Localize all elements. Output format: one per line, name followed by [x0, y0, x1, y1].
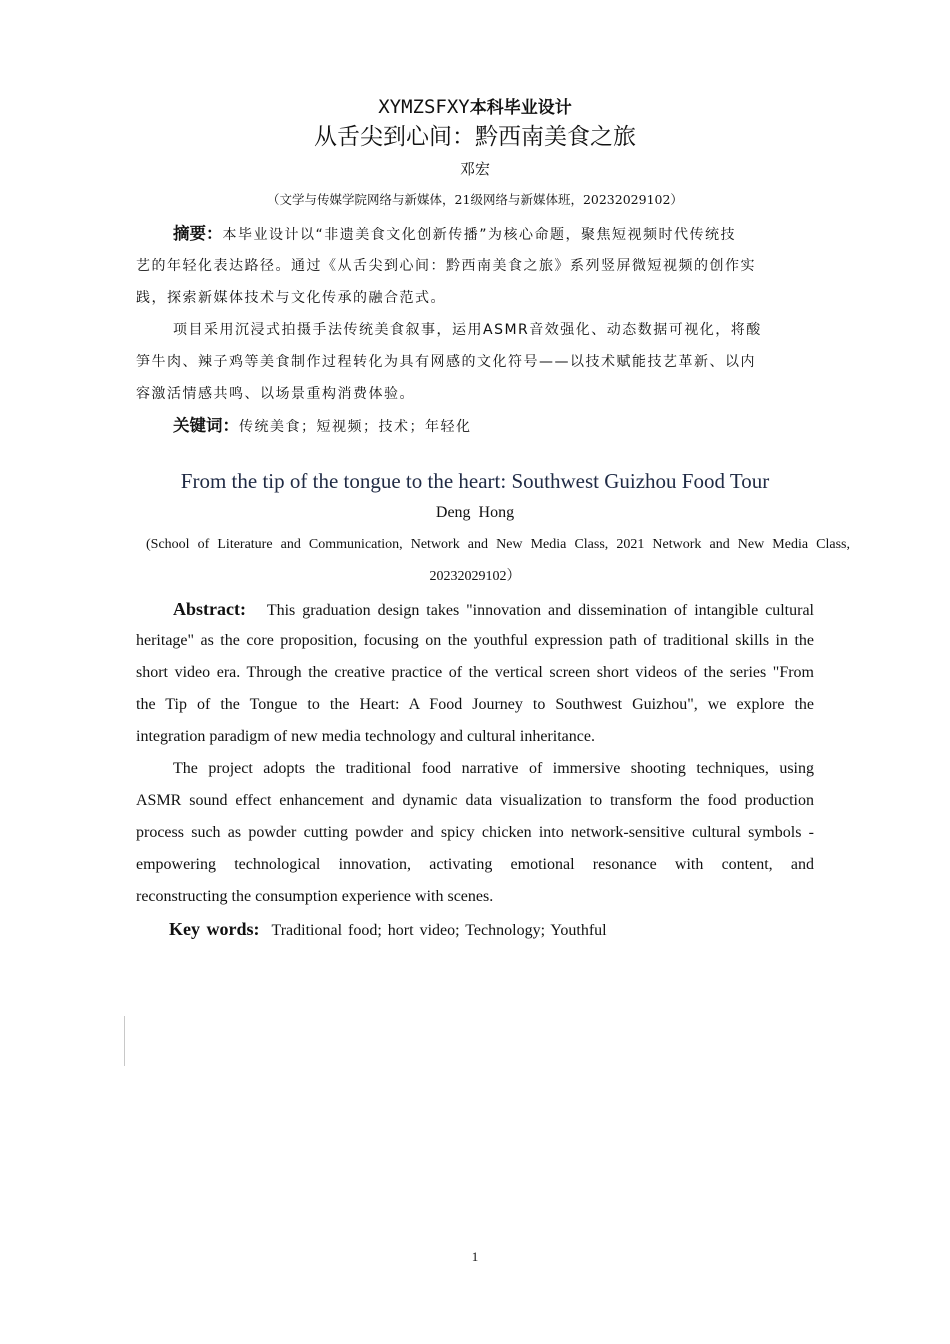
english-affiliation-continued: 20232029102）: [429, 569, 521, 584]
chinese-keywords-label: 关键词：: [173, 416, 239, 435]
english-abstract-line: empowering technological innovation, activating emotional resonance with content, and: [136, 856, 814, 873]
chinese-abstract-line: [173, 218, 736, 251]
english-abstract-text: This graduation design takes "innovation and dissemination of intangible cultural: [266, 602, 814, 619]
chinese-affiliation: （文学与传媒学院网络与新媒体，21级网络与新媒体班，20232029102）: [267, 192, 683, 207]
chinese-abstract-label: 摘要：: [173, 224, 223, 243]
english-abstract-label: Abstract:: [173, 599, 246, 619]
chinese-abstract-line: 艺的年轻化表达路径。通过《从舌尖到心间：黔西南美食之旅》系列竖屏微短视频的创作实: [136, 258, 756, 274]
english-title: From the tip of the tongue to the heart: Southwest Guizhou Food Tour: [180, 469, 770, 493]
chinese-abstract-line: 践，探索新媒体技术与文化传承的融合范式。: [136, 290, 446, 306]
english-abstract: [136, 593, 814, 945]
english-affiliation: (School of Literature and Communication, Network and New Media Class, 2021 Network and New Media Class,: [146, 537, 850, 552]
page-number: 1: [471, 1249, 479, 1264]
chinese-abstract-text: 本毕业设计以“非遗美食文化创新传播”为核心命题，聚焦短视频时代传统技: [222, 227, 737, 243]
series-title-code: XYMZSFXY: [378, 96, 470, 118]
english-abstract-line: process such as powder cutting powder and spicy chicken into network-sensitive cultural symbols -: [136, 824, 814, 841]
english-abstract-line: reconstructing the consumption experience with scenes.: [136, 888, 494, 905]
chinese-title: 从舌尖到心间：黔西南美食之旅: [314, 124, 636, 150]
english-keywords-label: Key words:: [169, 919, 260, 939]
chinese-keywords-text: 传统美食；短视频；技术；年轻化: [239, 419, 472, 435]
chinese-abstract: [136, 218, 814, 444]
chinese-abstract-line: 项目采用沉浸式拍摄手法传统美食叙事，运用ASMR音效强化、动态数据可视化，将酸: [173, 322, 762, 338]
english-abstract-line: heritage" as the core proposition, focusing on the youthful expression path of traditional skills in the: [136, 632, 814, 649]
margin-line: [124, 1016, 125, 1066]
english-keywords-text: Traditional food; hort video; Technology; Youthful: [271, 922, 607, 939]
english-abstract-line: integration paradigm of new media technology and cultural inheritance.: [136, 728, 595, 745]
chinese-abstract-line: 笋牛肉、辣子鸡等美食制作过程转化为具有网感的文化符号——以技术赋能技艺革新、以内: [136, 354, 756, 370]
english-abstract-line: The project adopts the traditional food narrative of immersive shooting techniques, using: [173, 760, 814, 777]
english-abstract-line: ASMR sound effect enhancement and dynamic data visualization to transform the food production: [136, 792, 814, 809]
english-keywords: [169, 913, 814, 947]
chinese-keywords: [173, 410, 472, 443]
english-abstract-line: [173, 593, 814, 627]
series-title-label: 本科毕业设计: [469, 98, 572, 118]
series-title: [0, 94, 950, 121]
english-author: Deng Hong: [435, 504, 515, 521]
chinese-abstract-line: 容激活情感共鸣、以场景重构消费体验。: [136, 386, 415, 402]
english-abstract-line: short video era. Through the creative practice of the vertical screen short videos of the series "From: [136, 664, 814, 681]
english-abstract-line: the Tip of the Tongue to the Heart: A Food Journey to Southwest Guizhou", we explore the: [136, 696, 814, 713]
chinese-author: 邓宏: [459, 160, 490, 178]
